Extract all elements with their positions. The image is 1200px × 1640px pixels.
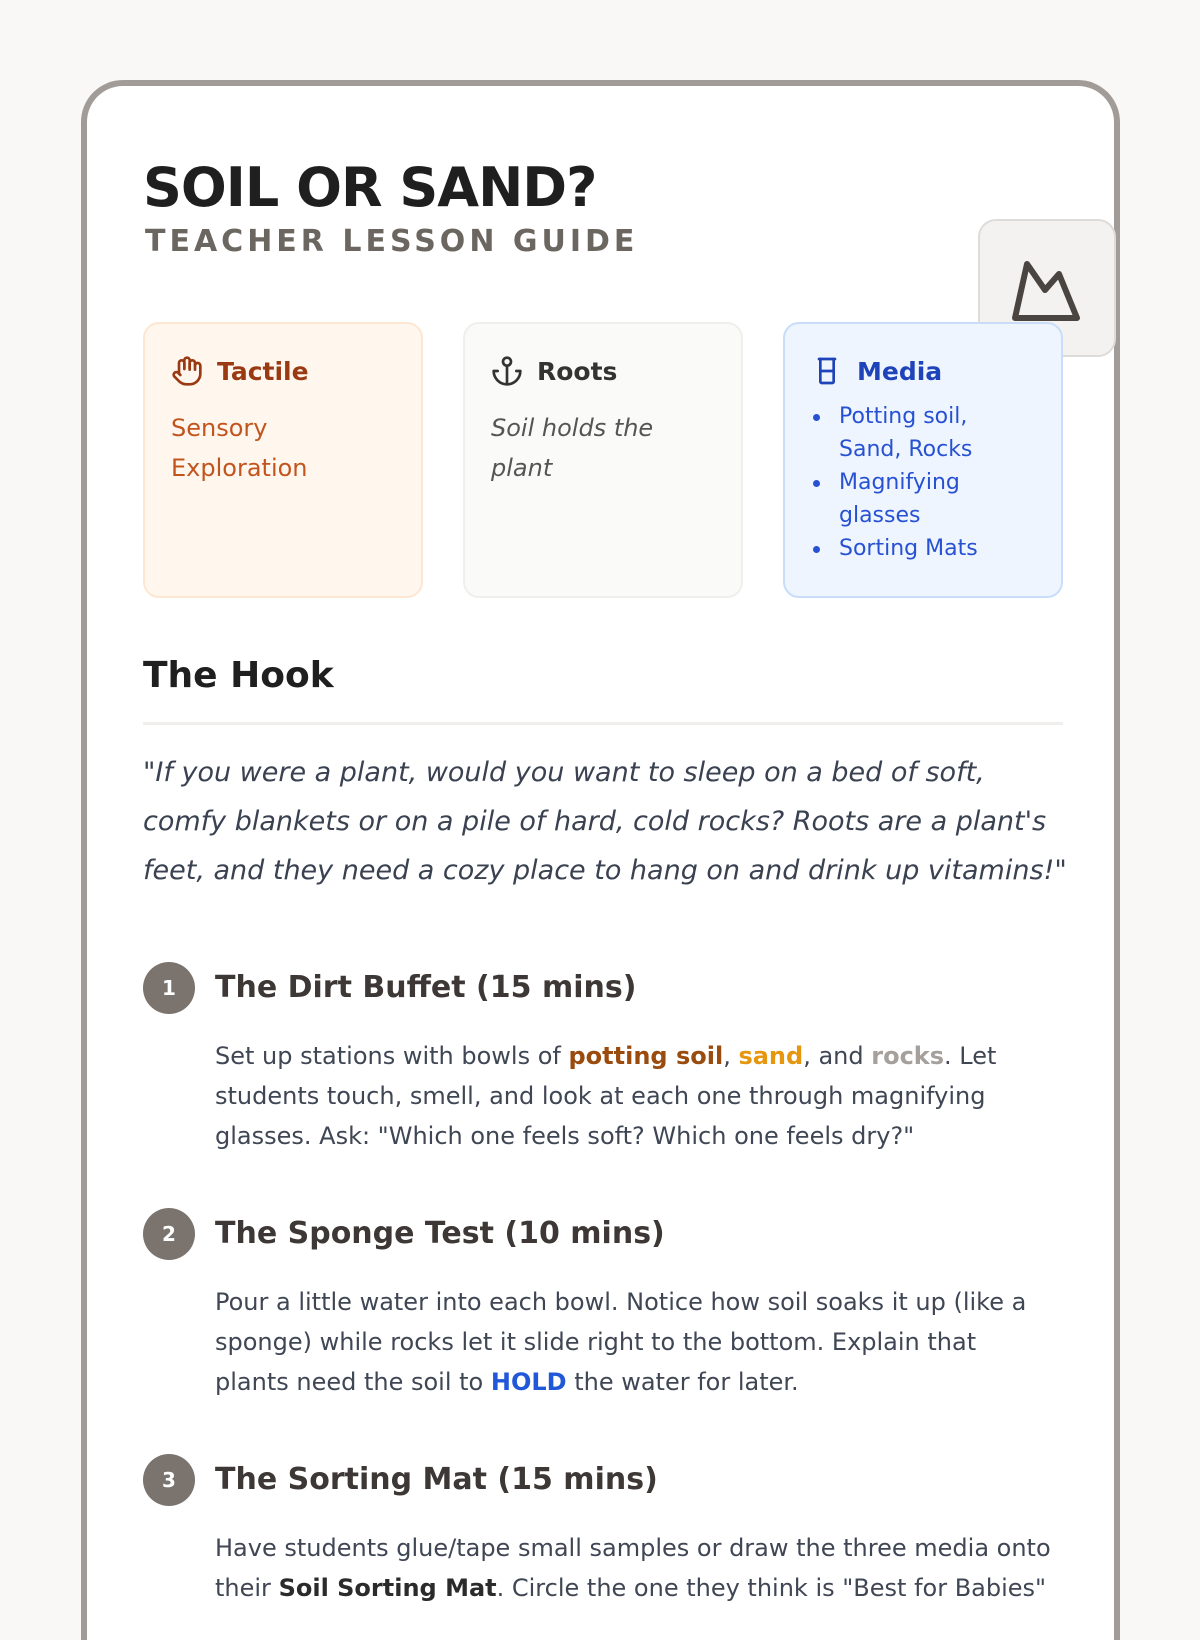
- page-title: SOIL OR SAND?: [143, 156, 597, 219]
- lesson-card: [81, 80, 1120, 1640]
- step-text: . Let students touch, smell, and look at each one through magnifying glasses. Ask: "Which one feels soft? Which one feels dry?": [215, 1042, 997, 1150]
- media-list: [811, 400, 1035, 565]
- step-title: The Dirt Buffet (15 mins): [215, 970, 637, 1005]
- tile-roots-text: Soil holds the plant: [491, 414, 654, 482]
- summary-tiles: [143, 322, 1063, 598]
- step-body: [215, 1036, 1055, 1156]
- header: [143, 158, 1063, 298]
- beaker-icon: [811, 355, 843, 387]
- divider: [143, 722, 1063, 725]
- tile-roots: [463, 322, 743, 598]
- anchor-icon: [491, 355, 523, 387]
- highlight-sand: sand: [738, 1042, 804, 1070]
- step-text: Pour a little water into each bowl. Notice how soil soaks it up (like a sponge) while rocks let it slide right to the bottom. Explain that plants need the soil to: [215, 1288, 1027, 1396]
- list-item: Magnifying glasses: [811, 466, 1035, 532]
- step-text: , and: [803, 1042, 872, 1070]
- step-body: [215, 1282, 1055, 1402]
- step-body: [215, 1528, 1055, 1608]
- hand-icon: [171, 355, 203, 387]
- tile-media: [783, 322, 1063, 598]
- step-number: 1: [143, 962, 195, 1014]
- tile-roots-title: Roots: [537, 356, 618, 386]
- highlight-hold: HOLD: [490, 1368, 567, 1396]
- step-number: 2: [143, 1208, 195, 1260]
- step-text: the water for later.: [566, 1368, 799, 1396]
- hook-heading: The Hook: [143, 655, 334, 696]
- tile-tactile-title: Tactile: [217, 356, 309, 386]
- step-title: The Sponge Test (10 mins): [215, 1216, 665, 1251]
- highlight-rocks: rocks: [871, 1042, 945, 1070]
- step-text: . Circle the one they think is "Best for Babies": [496, 1574, 1047, 1602]
- highlight-sorting-mat: Soil Sorting Mat: [278, 1574, 497, 1602]
- step-text: ,: [723, 1042, 739, 1070]
- list-item: Sorting Mats: [811, 532, 1035, 565]
- step-number: 3: [143, 1454, 195, 1506]
- step-text: Set up stations with bowls of: [215, 1042, 569, 1070]
- tile-tactile: [143, 322, 423, 598]
- highlight-soil: potting soil: [568, 1042, 724, 1070]
- page-subtitle: TEACHER LESSON GUIDE: [145, 224, 639, 259]
- hook-quote: "If you were a plant, would you want to sleep on a bed of soft, comfy blankets or on a pile of hard, cold rocks? Roots are a plant's feet, and they need a cozy place to hang on and drink up vitamins!": [143, 757, 1067, 886]
- mountain-icon: [1007, 248, 1087, 328]
- tile-media-title: Media: [857, 356, 943, 386]
- step-title: The Sorting Mat (15 mins): [215, 1462, 658, 1497]
- tile-tactile-text: Sensory Exploration: [171, 414, 308, 482]
- list-item: Potting soil, Sand, Rocks: [811, 400, 1035, 466]
- step-text: Have students glue/tape small samples or draw the three media onto their: [215, 1534, 1051, 1602]
